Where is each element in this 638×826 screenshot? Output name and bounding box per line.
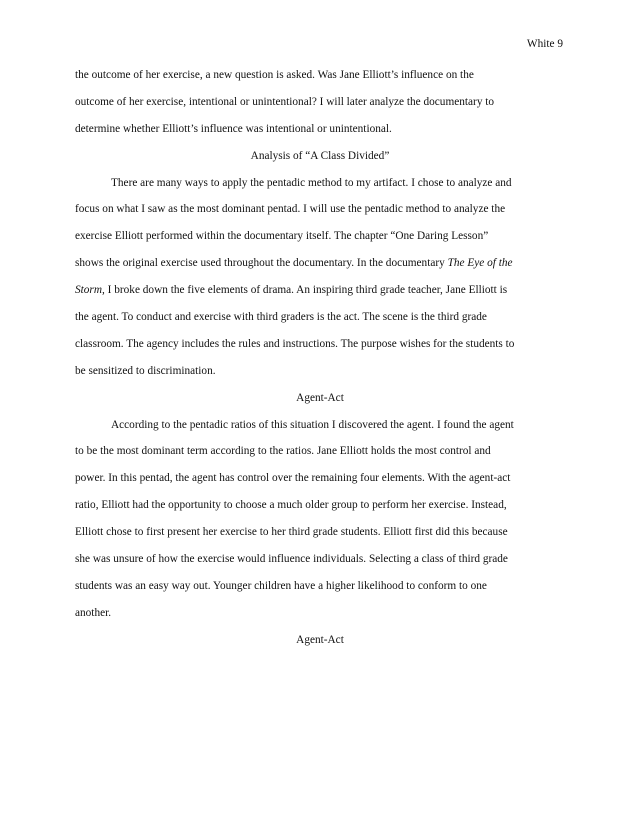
text-line — [75, 444, 565, 471]
text-span: another. — [75, 606, 112, 619]
text-line — [75, 498, 565, 525]
text-line — [75, 283, 565, 310]
text-span: Agent-Act — [296, 391, 344, 404]
italic-title-span: The Eye of the — [447, 257, 513, 270]
text-span: outcome of her exercise, intentional or unintentional? I will later analyze the documentary to — [75, 95, 495, 108]
text-line — [75, 364, 565, 391]
text-span: to be the most dominant term according to the ratios. Jane Elliott holds the most control and — [75, 445, 491, 458]
text-line — [75, 525, 565, 552]
text-span: There are many ways to apply the pentadic method to my artifact. I chose to analyze and — [111, 176, 512, 189]
section-heading — [75, 633, 565, 660]
text-line — [75, 176, 565, 203]
text-line — [75, 95, 565, 122]
text-line — [75, 229, 565, 256]
text-line — [75, 310, 565, 337]
text-line — [75, 418, 565, 445]
document-body — [75, 68, 565, 660]
text-span: be sensitized to discrimination. — [75, 364, 216, 377]
text-span: exercise Elliott performed within the documentary itself. The chapter “One Daring Lesson” — [75, 230, 489, 243]
text-span: ratio, Elliott had the opportunity to choose a much older group to perform her exercise. Instead, — [75, 499, 507, 512]
text-line — [75, 552, 565, 579]
running-head: White 9 — [526, 38, 563, 50]
text-line — [75, 606, 565, 633]
text-span: According to the pentadic ratios of this situation I discovered the agent. I found the agent — [111, 418, 514, 431]
text-span: Elliott chose to first present her exercise to her third grade students. Elliott first did this because — [75, 526, 508, 539]
text-line — [75, 471, 565, 498]
section-heading — [75, 149, 565, 176]
text-line — [75, 202, 565, 229]
text-span: determine whether Elliott’s influence was intentional or unintentional. — [75, 122, 392, 135]
text-span: power. In this pentad, the agent has control over the remaining four elements. With the agent-act — [75, 472, 511, 485]
text-span: focus on what I saw as the most dominant pentad. I will use the pentadic method to analyze the — [75, 203, 506, 216]
text-span: she was unsure of how the exercise would influence individuals. Selecting a class of third grade — [75, 553, 508, 566]
text-line — [75, 256, 565, 283]
text-span: the agent. To conduct and exercise with third graders is the act. The scene is the third grade — [75, 311, 487, 324]
section-heading — [75, 391, 565, 418]
text-line — [75, 68, 565, 95]
text-line — [75, 579, 565, 606]
text-span: students was an easy way out. Younger children have a higher likelihood to conform to one — [75, 579, 487, 592]
text-span: Analysis of “A Class Divided” — [250, 149, 390, 162]
text-line — [75, 122, 565, 149]
text-span: the outcome of her exercise, a new question is asked. Was Jane Elliott’s influence on the — [75, 69, 474, 81]
italic-title-span: Storm, — [75, 284, 105, 297]
text-span: I broke down the five elements of drama. An inspiring third grade teacher, Jane Elliott is — [104, 284, 508, 297]
text-span: shows the original exercise used throughout the documentary. In the documentary — [75, 257, 448, 270]
text-span: classroom. The agency includes the rules and instructions. The purpose wishes for the students to — [75, 337, 515, 350]
text-span: Agent-Act — [296, 633, 344, 646]
text-line — [75, 337, 565, 364]
